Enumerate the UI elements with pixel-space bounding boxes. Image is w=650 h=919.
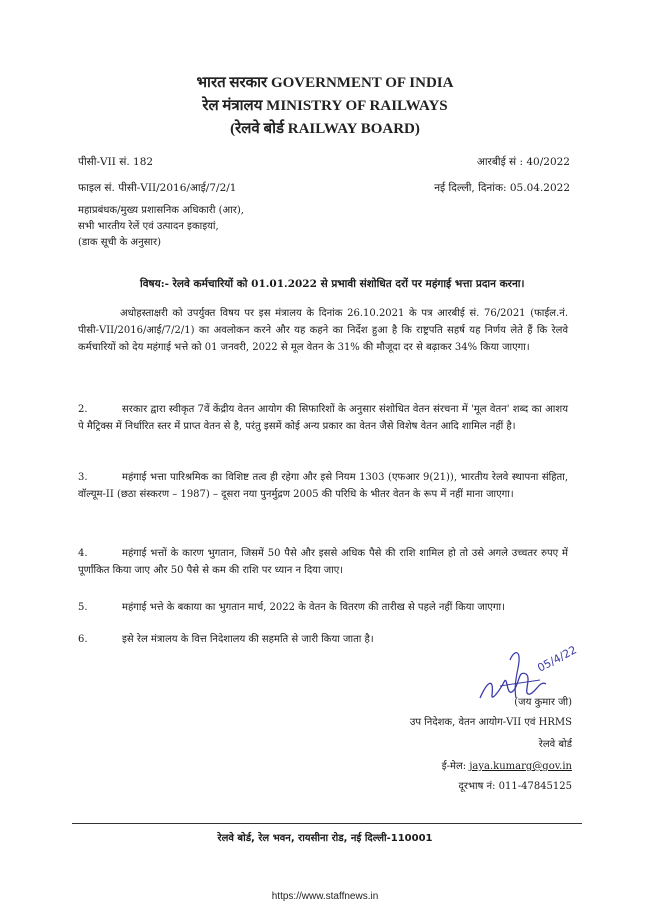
subject-line: विषय:- रेलवे कर्मचारियों को 01.01.2022 से प्रभावी संशोधित दरों पर महंगाई भत्ता प्रदान करना।	[140, 278, 525, 290]
signatory-name: (जय कुमार जी)	[514, 697, 572, 708]
addressee-line-3: (डाक सूची के अनुसार)	[78, 237, 161, 248]
footer-address: रेलवे बोर्ड, रेल भवन, रायसीना रोड, नई दिल्ली-110001	[217, 833, 433, 844]
signature-date: 05/4/22	[535, 643, 579, 675]
signatory-designation: उप निदेशक, वेतन आयोग-VII एवं HRMS	[409, 717, 572, 728]
email-label: ई-मेल:	[441, 761, 470, 772]
paragraph-3-text: महंगाई भत्ता पारिश्रमिक का विशिष्ट तत्व ही रहेगा और इसे नियम 1303 (एफआर 9(21)), भारतीय रेलवे स्थापना संहिता, वॉल्यूम-II (छठा संस्करण – 1987) – दूसरा नया पुनर्मुद्रण 2005 की परिधि के भीतर वेतन के रूप में नहीं माना जाएगा।	[78, 472, 568, 500]
paragraph-5-text: महंगाई भत्ते के बकाया का भुगतान मार्च, 2022 के वेतन के वितरण की तारीख से पहले नहीं किया जाएगा।	[122, 602, 505, 613]
rbe-number: आरबीई सं : 40/2022	[476, 156, 570, 168]
paragraph-2-number: 2.	[78, 404, 88, 415]
paragraph-3	[78, 469, 568, 503]
paragraph-4-number: 4.	[78, 548, 88, 559]
place-date: नई दिल्ली, दिनांक: 05.04.2022	[434, 182, 570, 194]
signatory-office: रेलवे बोर्ड	[538, 739, 572, 750]
letterhead-government: भारत सरकार GOVERNMENT OF INDIA	[196, 75, 454, 91]
website-link[interactable]: https://www.staffnews.in	[271, 891, 379, 902]
letterhead	[0, 72, 650, 141]
paragraph-4-text: महंगाई भत्तों के कारण भुगतान, जिसमें 50 पैसे और इससे अधिक पैसे की राशि शामिल हो तो उसे अगले उच्चतर रुपए में पूर्णांकित किया जाए और 50 पैसे से कम की राशि पर ध्यान न दिया जाए।	[78, 548, 568, 576]
signatory-email	[442, 757, 572, 777]
addressee	[78, 203, 244, 251]
paragraph-5	[78, 599, 568, 616]
email-link[interactable]: jaya.kumarg@gov.in	[469, 761, 572, 772]
pc-number: पीसी-VII सं. 182	[78, 156, 154, 168]
signatory-phone: दूरभाष नं: 011-47845125	[458, 781, 572, 792]
paragraph-6-number: 6.	[78, 634, 88, 645]
paragraph-5-number: 5.	[78, 602, 88, 613]
letterhead-board: (रेलवे बोर्ड RAILWAY BOARD)	[230, 121, 420, 137]
paragraph-2-text: सरकार द्वारा स्वीकृत 7वें केंद्रीय वेतन आयोग की सिफारिशों के अनुसार संशोधित वेतन संरचना में 'मूल वेतन' शब्द का आशय पे मैट्रिक्स में निर्धारित स्तर में प्राप्त वेतन से है, परंतु इसमें कोई अन्य प्रकार का वेतन जैसे विशेष वेतन आदि शामिल नहीं है।	[78, 404, 568, 432]
addressee-line-2: सभी भारतीय रेलें एवं उत्पादन इकाइयां,	[78, 221, 219, 232]
paragraph-1-text: अधोहस्ताक्षरी को उपर्युक्त विषय पर इस मंत्रालय के दिनांक 26.10.2021 के पत्र आरबीई सं. 76/2021 (फाईल.नं. पीसी-VII/2016/आई/7/2/1) का अवलोकन करने और यह कहने का निर्देश हुआ है कि राष्ट्रपति सहर्ष यह निर्णय लेते हैं कि रेलवे कर्मचारियों को देय महंगाई भत्ते को 01 जनवरी, 2022 से मूल वेतन के 31% की मौजूदा दर से बढ़ाकर 34% किया जाएगा।	[78, 308, 568, 353]
footer-divider	[72, 823, 582, 824]
addressee-line-1: महाप्रबंधक/मुख्य प्रशासनिक अधिकारी (आर),	[78, 205, 244, 216]
paragraph-2	[78, 401, 568, 435]
file-number: फाइल सं. पीसी-VII/2016/आई/7/2/1	[78, 182, 237, 194]
paragraph-4	[78, 545, 568, 579]
paragraph-6-text: इसे रेल मंत्रालय के वित्त निदेशालय की सहमति से जारी किया जाता है।	[122, 634, 374, 645]
paragraph-3-number: 3.	[78, 472, 88, 483]
letterhead-ministry: रेल मंत्रालय MINISTRY OF RAILWAYS	[202, 98, 448, 114]
paragraph-1	[78, 305, 568, 356]
